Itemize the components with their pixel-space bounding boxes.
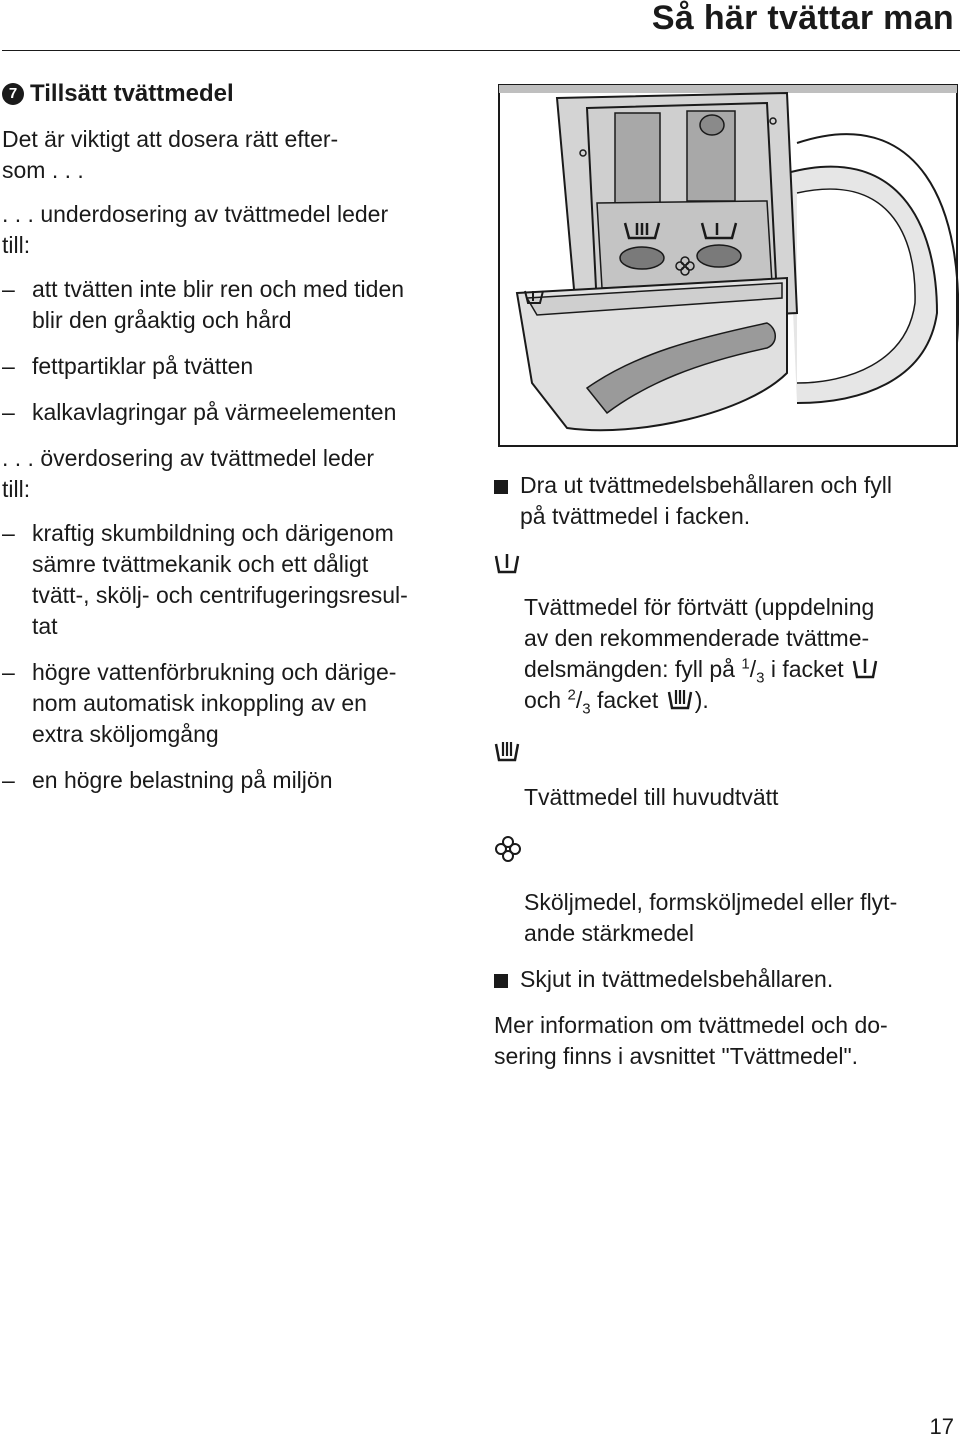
mainwash-tub-icon: [667, 686, 693, 712]
header-rule: [2, 50, 960, 51]
instruction-step-push-in: Skjut in tvättmedelsbehållaren.: [494, 964, 954, 995]
left-column: [2, 76, 462, 811]
underdosing-intro: . . . underdosering av tvättmedel leder till:: [2, 201, 389, 258]
instruction-step-pull-out: Dra ut tvättmedelsbehållaren och fyll på tvättmedel i facken.: [494, 470, 954, 532]
prewash-symbol-row: [494, 546, 954, 592]
list-item: – högre vattenförbrukning och därige- nom automatisk inkoppling av en extra sköljomgång: [2, 659, 397, 747]
softener-symbol-row: [494, 835, 954, 881]
overdosing-intro: . . . överdosering av tvättmedel leder till:: [2, 445, 375, 502]
detergent-drawer-illustration: [497, 83, 959, 448]
list-item: – kraftig skumbildning och därigenom sämre tvättmekanik och ett dåligt tvätt-, skölj- och centrifugeringsresul- tat: [2, 520, 408, 639]
mainwash-tub-icon: [494, 738, 520, 764]
step-title: Tillsätt tvättmedel: [30, 80, 234, 107]
bullet-square-icon: [494, 480, 508, 494]
prewash-tub-icon: [852, 655, 878, 681]
bullet-square-icon: [494, 974, 508, 988]
more-info-paragraph: Mer information om tvättmedel och do- sering finns i avsnittet "Tvättmedel".: [494, 1012, 888, 1069]
step-heading: [2, 78, 462, 109]
list-item: – en högre belastning på miljön: [2, 767, 333, 793]
underdosing-list: [2, 274, 462, 428]
mainwash-symbol-row: [494, 736, 954, 782]
page-header-title: Så här tvättar man: [651, 0, 954, 37]
list-item: – fettpartiklar på tvätten: [2, 353, 254, 379]
mainwash-description: Tvättmedel till huvudtvätt: [524, 784, 779, 810]
list-item: – att tvätten inte blir ren och med tiden blir den gråaktig och hård: [2, 276, 405, 333]
flower-icon: [494, 835, 522, 863]
page-number: 17: [929, 1414, 954, 1439]
intro-paragraph: Det är viktigt att dosera rätt efter- som . . .: [2, 126, 339, 183]
prewash-tub-icon: [494, 550, 520, 576]
list-item: – kalkavlagringar på värmeelementen: [2, 399, 397, 425]
prewash-description: Tvättmedel för förtvätt (uppdelning av den rekommenderade tvättme- delsmängden: fyll på $^1/_3$ i facket och $^2/_3$ facket ).: [494, 592, 954, 716]
overdosing-list: [2, 518, 462, 796]
step-number-badge: 7: [2, 83, 24, 105]
softener-description: Sköljmedel, formsköljmedel eller flyt- ande stärkmedel: [524, 889, 898, 946]
right-column: [494, 470, 954, 1072]
